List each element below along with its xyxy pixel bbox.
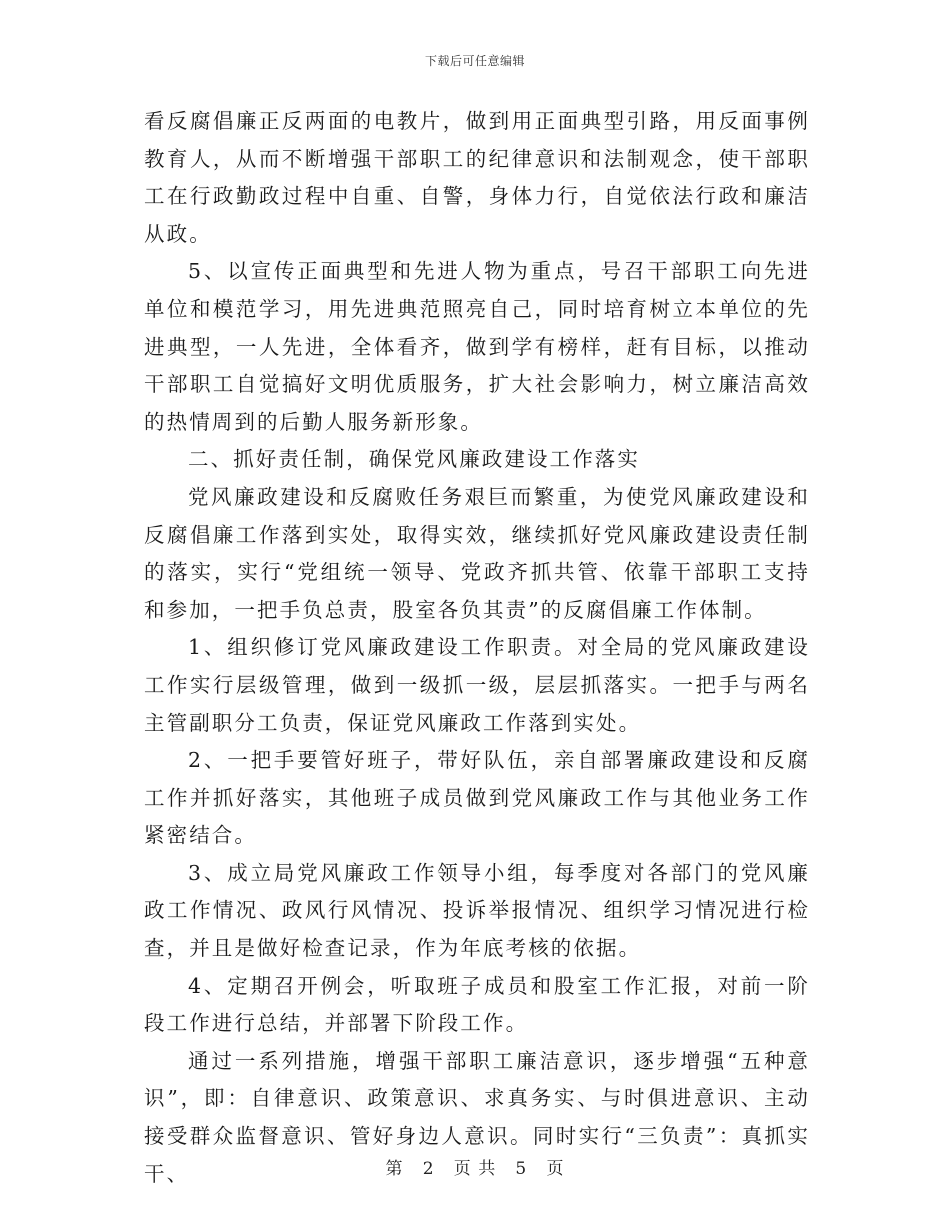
paragraph-item-4: 4、定期召开例会，听取班子成员和股室工作汇报，对前一阶段工作进行总结，并部署下阶段工作。 [144,973,810,1036]
paragraph-continuation: 看反腐倡廉正反两面的电教片，做到用正面典型引路，用反面事例教育人，从而不断增强干部职工的纪律意识和法制观念，使干部职工在行政勤政过程中自重、自警，身体力行，自觉依法行政和廉洁从政。 [144,109,810,246]
paragraph-summary: 通过一系列措施，增强干部职工廉洁意识，逐步增强“五种意识”，即：自律意识、政策意识、求真务实、与时俱进意识、主动接受群众监督意识、管好身边人意识。同时实行“三负责”：真抓实干、 [144,1048,810,1186]
page-number [0,1154,950,1179]
paragraph-intro: 党风廉政建设和反腐败任务艰巨而繁重，为使党风廉政建设和反腐倡廉工作落到实处，取得实效，继续抓好党风廉政建设责任制的落实，实行“党组统一领导、党政齐抓共管、依靠干部职工支持和参加，一把手负总责，股室各负其责”的反腐倡廉工作体制。 [144,484,810,622]
current-page-number: 2 [422,1159,435,1179]
page-label-mid: 页 共 [453,1159,497,1179]
paragraph-item-3: 3、成立局党风廉政工作领导小组，每季度对各部门的党风廉政工作情况、政风行风情况、投诉举报情况、组织学习情况进行检查，并且是做好检查记录，作为年底考核的依据。 [144,860,810,961]
paragraph-item-1: 1、组织修订党风廉政建设工作职责。对全局的党风廉政建设工作实行层级管理，做到一级抓一级，层层抓落实。一把手与两名主管副职分工负责，保证党风廉政工作落到实处。 [144,635,810,735]
paragraph-item-5: 5、以宣传正面典型和先进人物为重点，号召干部职工向先进单位和模范学习，用先进典范照亮自己，同时培育树立本单位的先进典型，一人先进，全体看齐，做到学有榜样，赶有目标，以推动干部职工自觉搞好文明优质服务，扩大社会影响力，树立廉洁高效的热情周到的后勤人服务新形象。 [144,259,810,434]
page-label-suffix: 页 [546,1159,565,1179]
section-heading: 二、抓好责任制，确保党风廉政建设工作落实 [188,447,640,472]
paragraph-item-2: 2、一把手要管好班子，带好队伍，亲自部署廉政建设和反腐工作并抓好落实，其他班子成员做到党风廉政工作与其他业务工作紧密结合。 [144,748,810,848]
document-body [144,103,810,1193]
total-pages-number: 5 [515,1159,528,1179]
page-label-prefix: 第 [385,1159,404,1179]
header-note: 下载后可任意编辑 [424,54,525,68]
